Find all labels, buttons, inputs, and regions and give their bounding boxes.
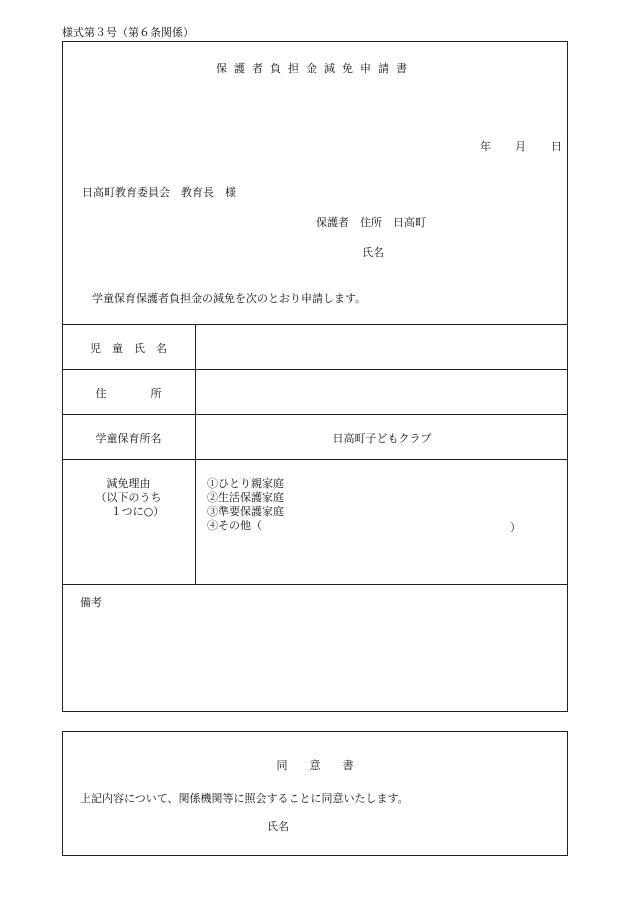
application-statement: 学童保育保護者負担金の減免を次のとおり申請します。	[92, 292, 367, 305]
reason-options	[207, 477, 284, 533]
reason-option[interactable]: ③準要保護家庭	[207, 505, 284, 518]
row-divider	[62, 414, 568, 415]
child-name-field[interactable]	[196, 325, 566, 368]
date-day: 日	[551, 140, 562, 153]
consent-name-field[interactable]	[295, 814, 535, 834]
remarks-field[interactable]	[63, 612, 566, 710]
reason-option[interactable]: ①ひとり親家庭	[207, 477, 284, 490]
remarks-label: 備考	[80, 596, 102, 609]
guardian-name-label: 氏名	[362, 246, 384, 259]
reason-label	[62, 477, 195, 519]
other-close-paren: ）	[510, 521, 521, 534]
reason-option[interactable]: ②生活保護家庭	[207, 491, 284, 504]
guardian-address: 保護者 住所 日高町	[316, 216, 426, 229]
consent-text: 上記内容について、関係機関等に照会することに同意いたします。	[80, 792, 409, 805]
reason-option[interactable]: ④その他（	[207, 519, 262, 532]
facility-label: 学童保育所名	[95, 432, 162, 445]
address-field[interactable]	[196, 370, 566, 413]
consent-name-label: 氏名	[267, 820, 289, 833]
consent-title: 同 意 書	[276, 759, 354, 772]
table-bottom-border	[62, 584, 568, 585]
reason-label-line: （以下のうち	[95, 491, 162, 504]
form-number: 様式第３号（第６条関係）	[62, 26, 194, 39]
row-divider	[62, 459, 568, 460]
date-month: 月	[515, 140, 526, 153]
reason-label-line: １つに○）	[110, 505, 165, 518]
addressee: 日高町教育委員会 教育長 様	[82, 186, 236, 199]
child-name-label: 児 童 氏 名	[90, 342, 167, 355]
reason-label-line: 減免理由	[106, 477, 151, 490]
address-label: 住 所	[95, 387, 162, 400]
form-title: 保護者負担金減免申請書	[216, 62, 414, 75]
facility-value: 日高町子どもクラブ	[332, 432, 432, 445]
date-year: 年	[480, 140, 491, 153]
